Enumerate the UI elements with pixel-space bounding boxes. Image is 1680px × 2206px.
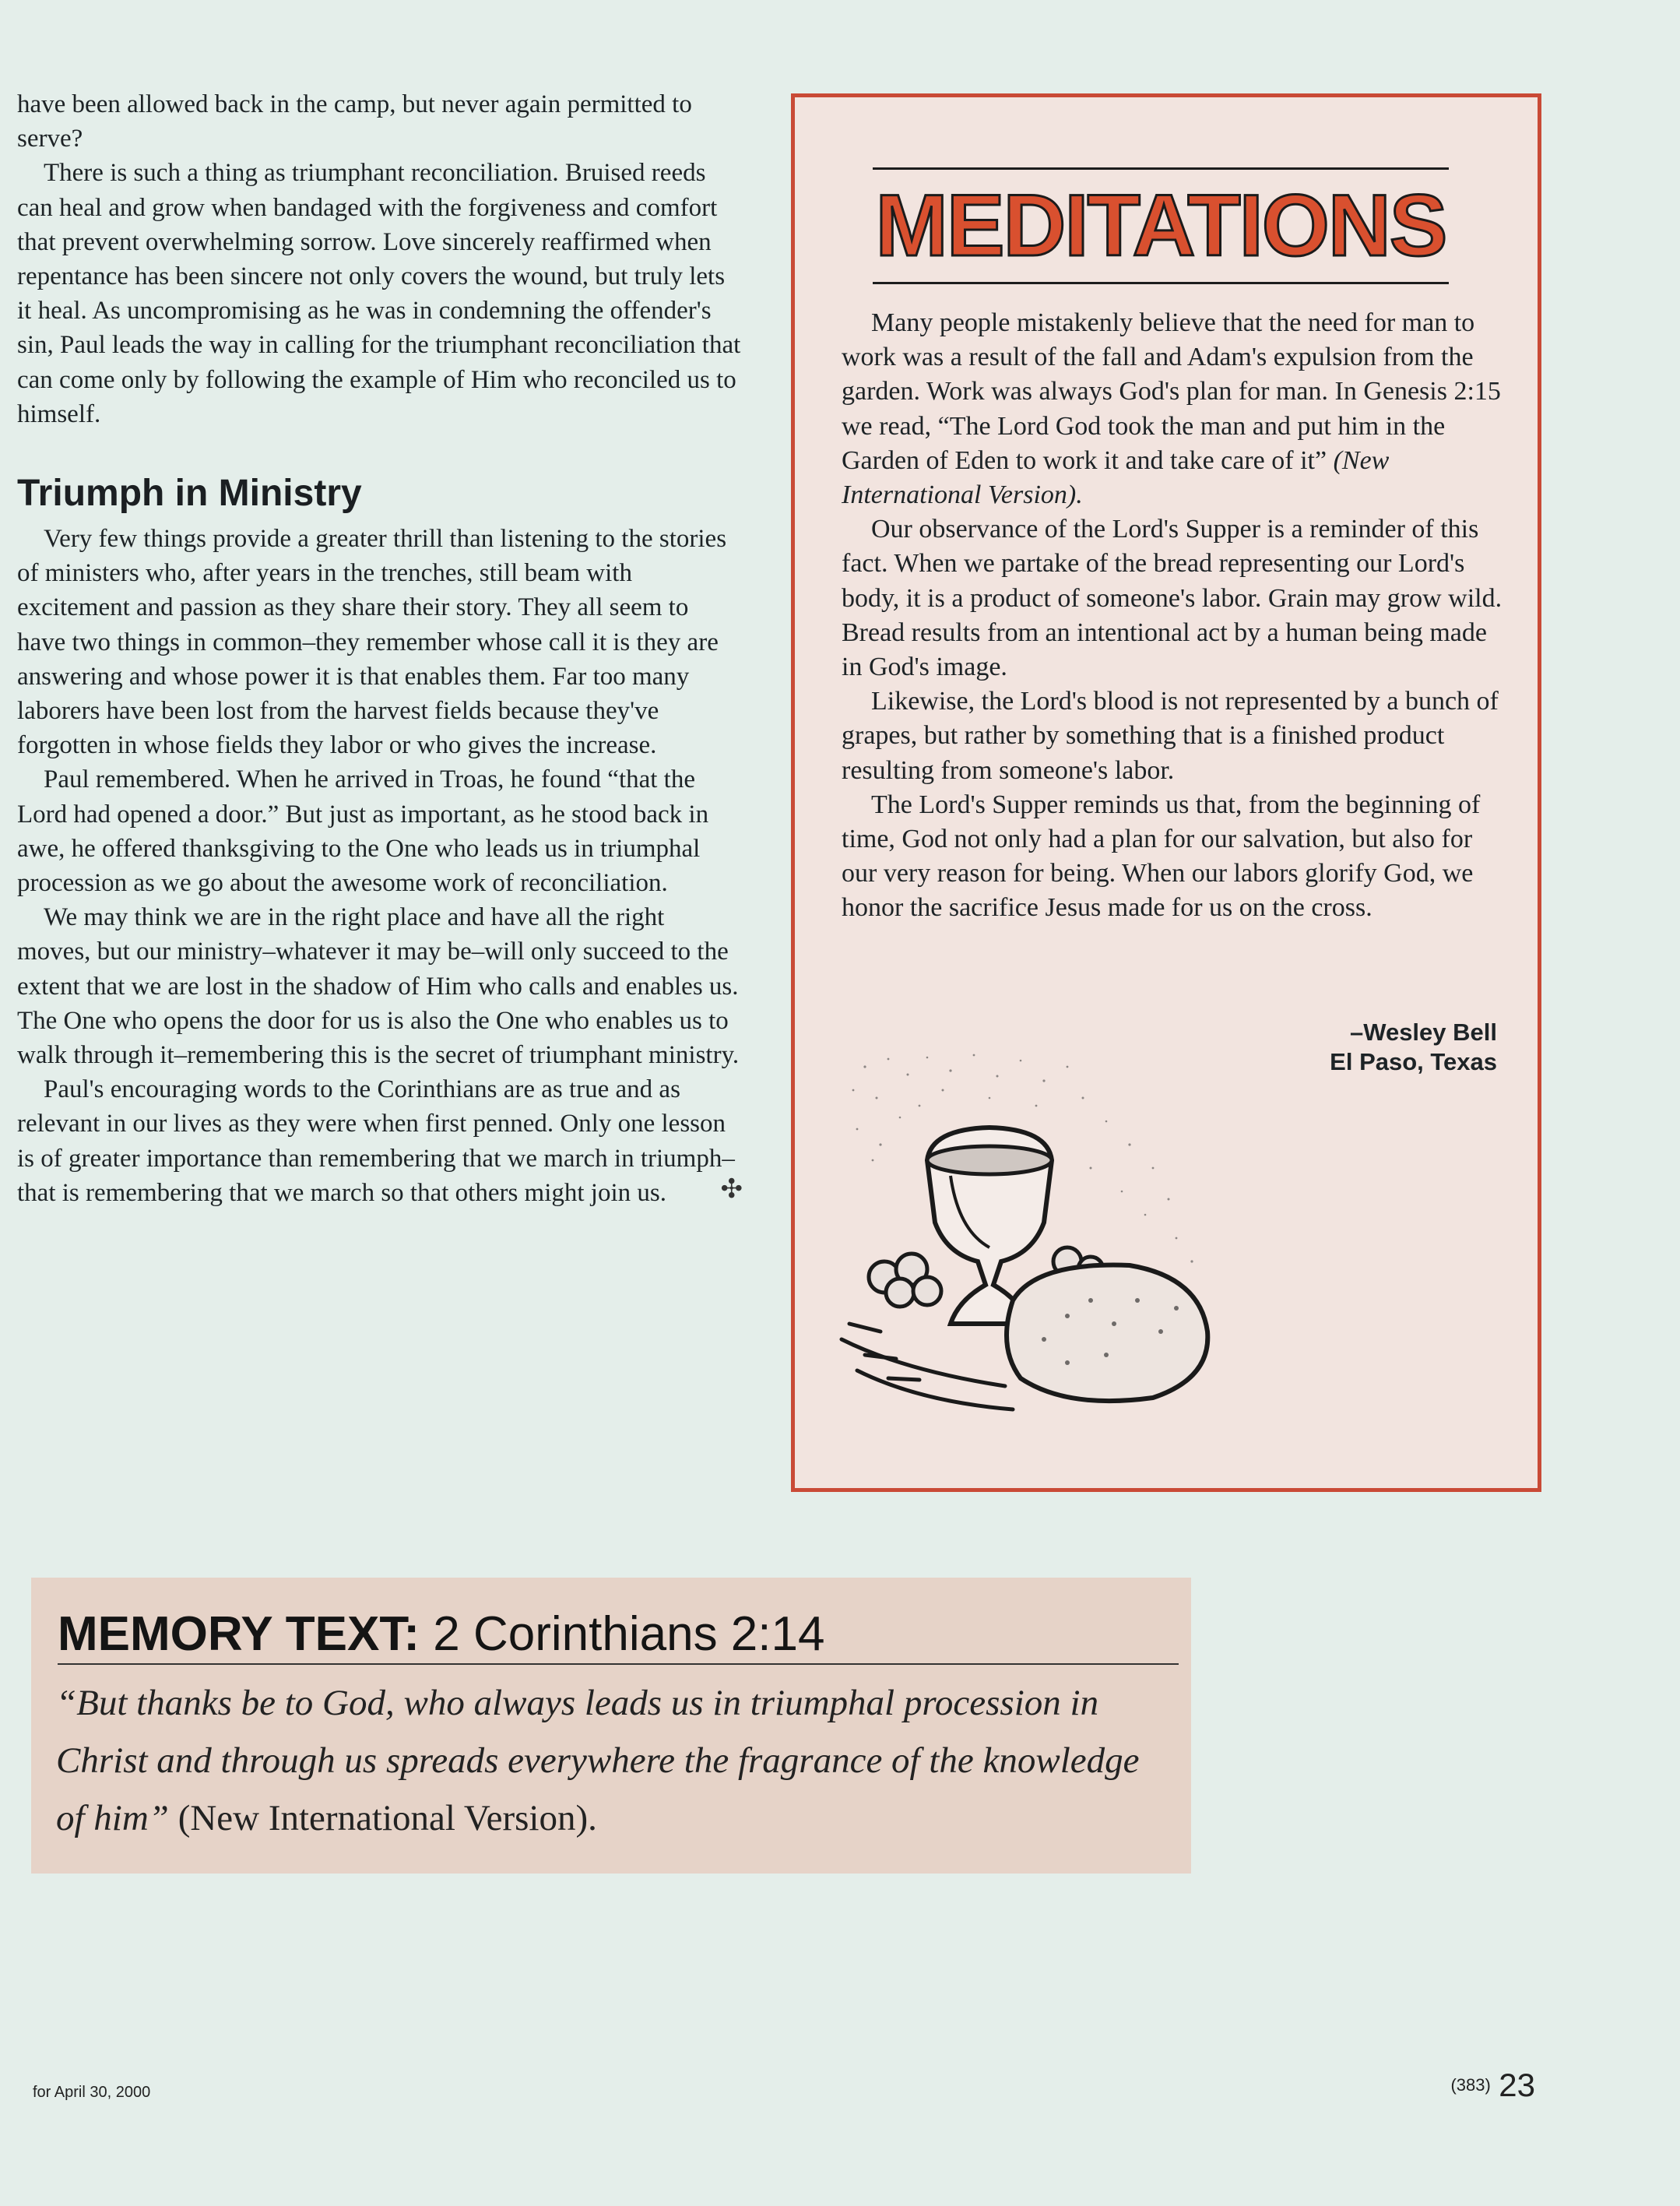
page-number: 23 [1499,2067,1535,2103]
intro-paragraph-1: have been allowed back in the camp, but never again permitted to serve? [17,90,692,153]
meditations-title-banner [873,167,1449,284]
section-paragraph-2: Paul remembered. When he arrived in Troas, he found “that the Lord had opened a door.” But just as important, as he stood back in awe, he offered thanksgiving to the One who leads us in triumphal procession as we go about the awesome work of reconciliation. [17,765,709,898]
meditation-paragraph-1-text: Many people mistakenly believe that the need for man to work was a result of the fall and Adam's expulsion from the garden. Work was always God's plan for man. In Genesis 2:15 we read, “The Lord God took the man and put him in the Garden of Eden to work it and take care of it” [842,308,1501,475]
memory-text-heading [58,1607,1179,1665]
section-paragraph-3: We may think we are in the right place and have all the right moves, but our ministry–whatever it may be–will only succeed to the extent that we are lost in the shadow of Him who calls and enables us. The One who opens the door for us is also the One who enables us to walk through it–remembering this is the secret of triumphant ministry. [17,903,740,1070]
memory-text-quote [56,1674,1162,1847]
meditation-byline [1330,1018,1497,1077]
memory-text-band [31,1578,1191,1874]
section-paragraph-1: Very few things provide a greater thrill than listening to the stories of ministers who, after years in the trenches, still beam with excitement and passion as they share their story. They all seem to have two things in common–they remember whose call it is they are answering and whose power it is that enables them. Far too many laborers have been lost from the harvest fields because they've forgotten in whose fields they labor or who gives the increase. [17,525,727,760]
meditation-paragraph-2: Our observance of the Lord's Supper is a reminder of this fact. When we partake of the bread representing our Lord's body, it is a product of someone's labor. Grain may grow wild. Bread results from an intentional act by a human being made in God's image. [842,515,1503,682]
meditations-title: MEDITATIONS [875,177,1446,274]
meditations-sidebar [791,93,1541,1492]
memory-quote-text: “But thanks be to God, who always leads us in triumphal procession in Christ and through us spreads everywhere the fragrance of the knowledge of him” [56,1683,1140,1838]
meditation-paragraph-3: Likewise, the Lord's blood is not represented by a bunch of grapes, but rather by something that is a finished product resulting from someone's labor. [842,687,1499,785]
communion-cup-bread-grapes-icon [834,1043,1270,1448]
left-article-column [17,87,741,1210]
title-rule-top [873,167,1449,170]
meditation-version-note: (New International Version). [842,445,1390,510]
footer-page-number [1450,2067,1535,2104]
section-paragraph-4: Paul's encouraging words to the Corinthians are as true and as relevant in our lives as they were when first penned. Only one lesson is of greater importance than remembering that we march in triumph–that is remembering that we march so that others might join us. [17,1075,735,1207]
footer-issue-date: for April 30, 2000 [33,2084,151,2101]
memory-text-reference: 2 Corinthians 2:14 [433,1607,825,1661]
meditation-paragraph-1 [842,306,1511,512]
meditations-body [842,306,1511,926]
author-location: El Paso, Texas [1330,1048,1497,1075]
memory-quote-version: (New International Version). [168,1798,597,1838]
section-heading: Triumph in Ministry [17,473,362,515]
memory-text-label: MEMORY TEXT: [58,1607,420,1661]
meditation-paragraph-4: The Lord's Supper reminds us that, from the beginning of time, God not only had a plan for our salvation, but also for our very reason for being. When our labors glorify God, we honor the sacrifice Jesus made for us on the cross. [842,790,1481,923]
title-rule-bottom [873,282,1449,284]
end-of-article-icon: ✣ [720,1174,743,1204]
footer-page-code: (383) [1450,2075,1491,2095]
author-name: –Wesley Bell [1350,1019,1497,1046]
intro-paragraph-2: There is such a thing as triumphant reconciliation. Bruised reeds can heal and grow when bandaged with the forgiveness and comfort that prevent overwhelming sorrow. Love sincerely reaffirmed when repentance has been sincere not only covers the wound, but truly lets it heal. As uncompromising as he was in condemning the offender's sin, Paul leads the way in calling for the triumphant reconciliation that can come only by following the example of Him who reconciled us to himself. [17,159,741,428]
